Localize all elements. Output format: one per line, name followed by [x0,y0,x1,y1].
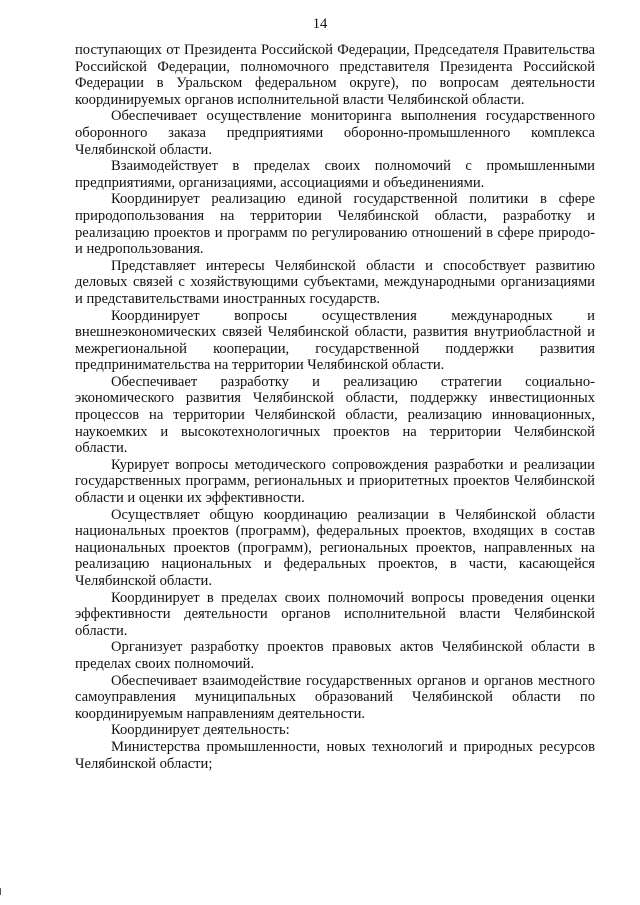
paragraph-defense-order-monitoring: Обеспечивает осуществление мониторинга выполнения государственного оборонного заказа предприятиями оборонно-промышленного комплекса Челябинской области. [75,108,595,158]
paragraph-coordinates-heading: Координирует деятельность: [111,722,290,739]
paragraph-development-strategy: Обеспечивает разработку и реализацию стратегии социально-экономического развития Челябинской области, поддержку инвестиционных процессов на территории Челябинской области, реализацию инновационных, наукоемких и высокотехнологичных проектов на территории Челябинской области. [75,373,595,457]
paragraph-state-programs-support: Курирует вопросы методического сопровождения разработки и реализации государственных программ, региональных и приоритетных проектов Челябинской области и оценки их эффективности. [75,456,595,507]
paragraph-continued-from-previous-page: поступающих от Президента Российской Федерации, Председателя Правительства Российской Федерации, полномочного представителя Президента Российской Федерации в Уральском федеральном округе), по вопросам деятельности координируемых органов исполнительной власти Челябинской области. [75,42,595,108]
paragraph-ministry-of-industry: Министерства промышленности, новых технологий и природных ресурсов Челябинской области; [75,738,595,772]
scan-edge-mark [0,888,1,895]
paragraph-municipal-interaction: Обеспечивает взаимодействие государственных органов и органов местного самоуправления муниципальных образований Челябинской области по координируемым направлениям деятельности. [75,672,595,722]
paragraph-national-projects: Осуществляет общую координацию реализации в Челябинской области национальных проектов (программ), федеральных проектов, входящих в состав национальных проектов (программ), региональных проектов, направленных на реализацию национальных и федеральных проектов, в части, касающейся Челябинской области. [75,506,595,589]
paragraph-nature-management-policy: Координирует реализацию единой государственной политики в сфере природопользования на территории Челябинской области, разработку и реализацию проектов и программ по регулированию отношений в сфере природо- и недропользования. [75,191,595,258]
paragraph-legal-acts-drafting: Организует разработку проектов правовых актов Челябинской области в пределах своих полномочий. [75,639,595,672]
paragraph-business-relations: Представляет интересы Челябинской области и способствует развитию деловых связей с хозяйствующими субъектами, международными организациями и представительствами иностранных государств. [75,257,595,307]
paragraph-efficiency-assessment: Координирует в пределах своих полномочий вопросы проведения оценки эффективности деятельности органов исполнительной власти Челябинской области. [75,589,595,639]
page-number: 14 [312,16,328,32]
paragraph-international-relations: Координирует вопросы осуществления международных и внешнеэкономических связей Челябинской области, развития внутриобластной и межрегиональной кооперации, государственной поддержки развития предпринимательства на территории Челябинской области. [75,307,595,374]
paragraph-industrial-cooperation: Взаимодействует в пределах своих полномочий с промышленными предприятиями, организациями, ассоциациями и объединениями. [75,158,595,191]
page-body [75,42,595,772]
